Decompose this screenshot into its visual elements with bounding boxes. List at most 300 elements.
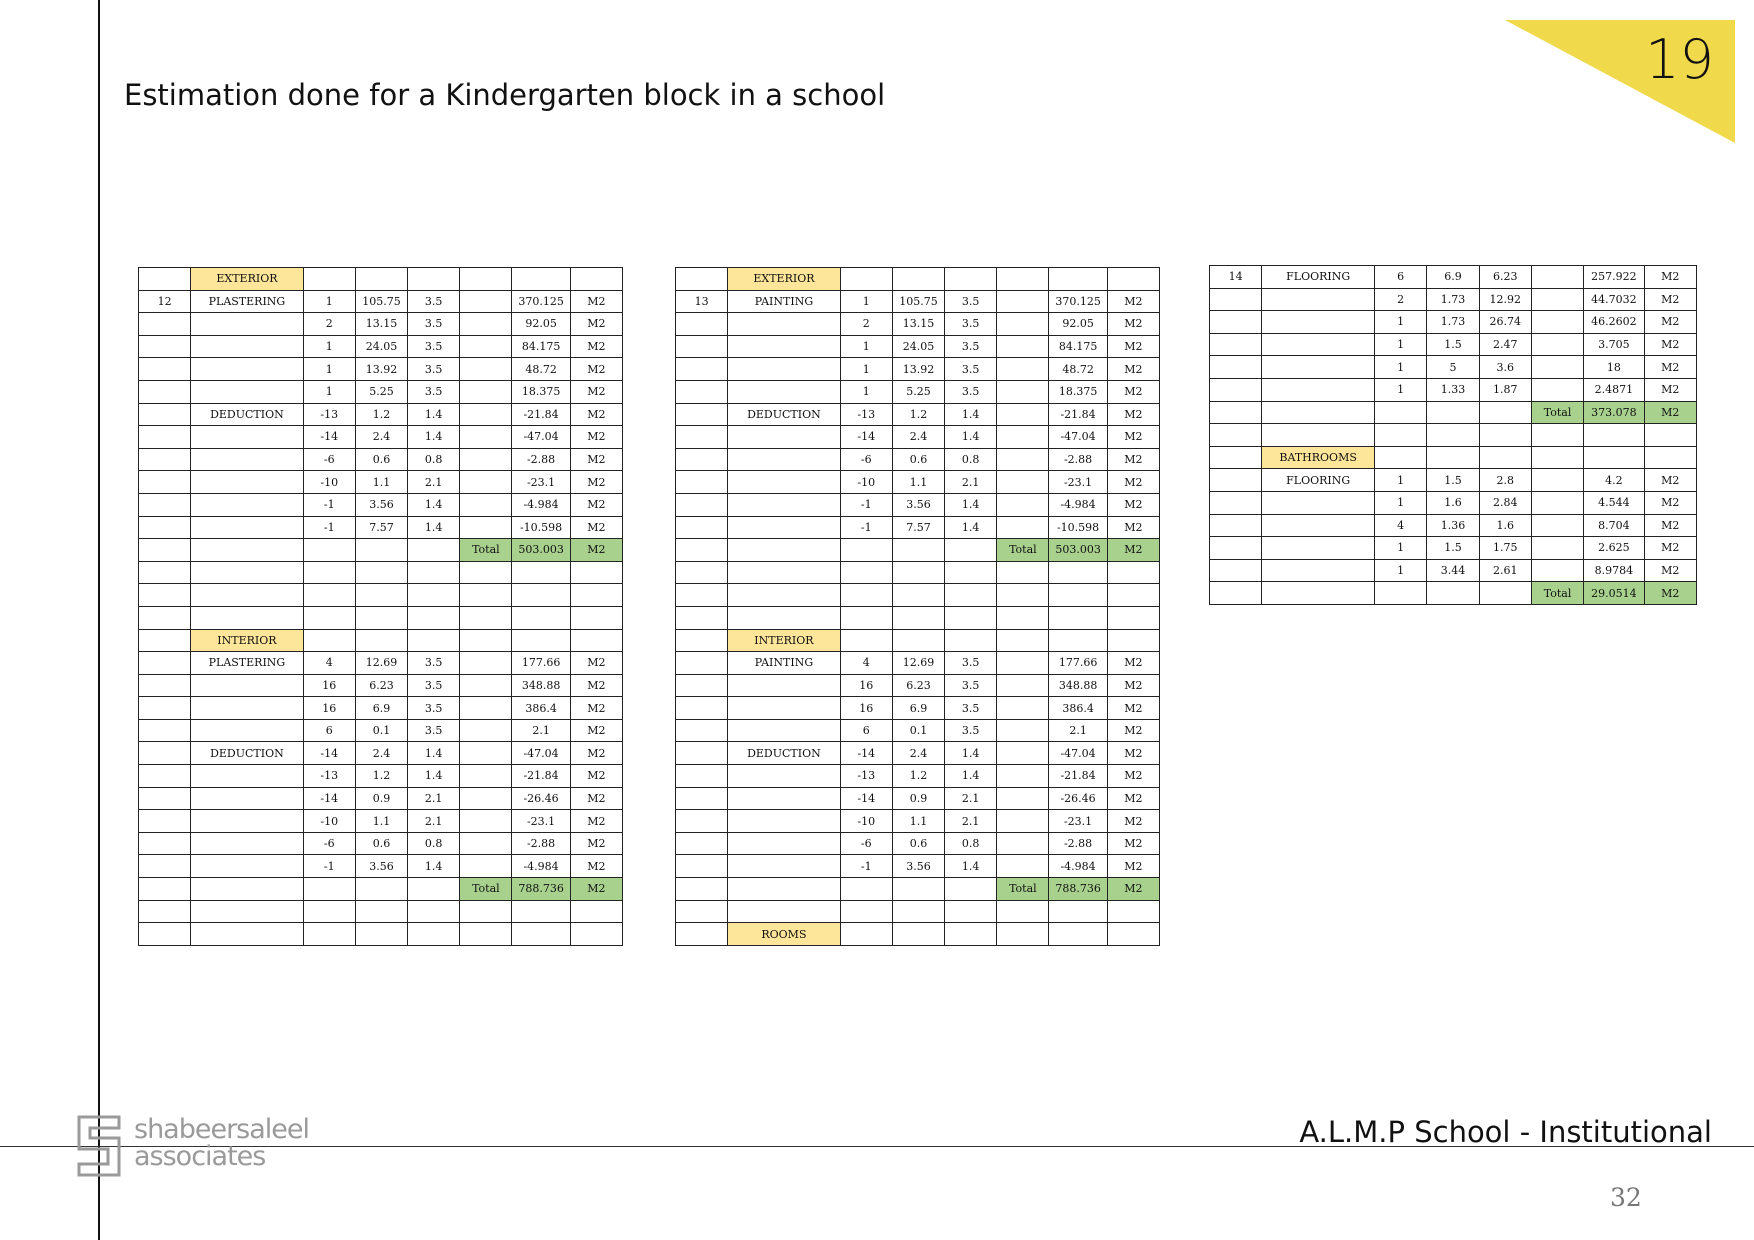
- table-cell: 1: [1375, 356, 1427, 379]
- table-cell: -6: [840, 448, 892, 471]
- table-cell: [460, 403, 512, 426]
- table-cell: [728, 539, 840, 562]
- table-cell: [728, 855, 840, 878]
- table-cell: 1: [1375, 491, 1427, 514]
- table-cell: [676, 878, 728, 901]
- table-cell: PLASTERING: [191, 290, 303, 313]
- table-cell: 1.6: [1479, 514, 1531, 537]
- table-cell: [945, 629, 997, 652]
- table-cell: [997, 584, 1049, 607]
- table-cell: 2.4: [355, 742, 407, 765]
- table-cell: [892, 268, 944, 291]
- table-row: [139, 606, 623, 629]
- table-cell: [997, 787, 1049, 810]
- table-row: [676, 313, 1160, 336]
- table-cell: -2.88: [1049, 832, 1107, 855]
- table-cell: 0.9: [892, 787, 944, 810]
- table-row: [676, 426, 1160, 449]
- table-row: [676, 268, 1160, 291]
- table-cell: -23.1: [512, 810, 570, 833]
- table-cell: [1049, 584, 1107, 607]
- table-cell: 2.1: [945, 810, 997, 833]
- table-cell: [191, 697, 303, 720]
- table-cell: [460, 426, 512, 449]
- table-row: [139, 471, 623, 494]
- table-cell: [892, 878, 944, 901]
- table-cell: 18: [1584, 356, 1644, 379]
- table-cell: [1375, 582, 1427, 605]
- table-cell: [892, 900, 944, 923]
- table-cell: [1531, 469, 1583, 492]
- table-cell: 3.5: [408, 697, 460, 720]
- table-cell: [1107, 561, 1159, 584]
- table-cell: M2: [570, 674, 622, 697]
- table-cell: [1049, 900, 1107, 923]
- table-cell: 1.4: [945, 403, 997, 426]
- table-cell: 3.5: [945, 674, 997, 697]
- table-cell: [460, 855, 512, 878]
- table-cell: [997, 471, 1049, 494]
- table-cell: 24.05: [355, 335, 407, 358]
- table-cell: 2.84: [1479, 491, 1531, 514]
- table-cell: -47.04: [1049, 742, 1107, 765]
- table-cell: -2.88: [512, 832, 570, 855]
- table-cell: [139, 313, 191, 336]
- table-cell: 3.5: [945, 652, 997, 675]
- table-cell: -14: [303, 742, 355, 765]
- table-cell: [676, 426, 728, 449]
- table-cell: [191, 832, 303, 855]
- table-cell: 0.8: [408, 832, 460, 855]
- table-cell: [728, 358, 840, 381]
- table-cell: -2.88: [512, 448, 570, 471]
- table-cell: [570, 900, 622, 923]
- table-cell: [676, 900, 728, 923]
- table-cell: 4: [303, 652, 355, 675]
- table-row: [139, 290, 623, 313]
- table-cell: 2.1: [512, 719, 570, 742]
- table-cell: 1.5: [1427, 333, 1479, 356]
- table-cell: [191, 426, 303, 449]
- table-cell: 1.5: [1427, 537, 1479, 560]
- table-cell: [676, 313, 728, 336]
- table-cell: [1049, 268, 1107, 291]
- table-cell: -13: [303, 765, 355, 788]
- table-cell: [139, 697, 191, 720]
- table-row: [139, 516, 623, 539]
- table-cell: [997, 855, 1049, 878]
- table-cell: M2: [570, 719, 622, 742]
- table-cell: [1210, 514, 1262, 537]
- table-cell: [139, 539, 191, 562]
- table-cell: [303, 268, 355, 291]
- table-cell: [1531, 311, 1583, 334]
- table-cell: 3.5: [408, 290, 460, 313]
- table-cell: M2: [1644, 559, 1696, 582]
- table-cell: [191, 493, 303, 516]
- table-cell: [676, 697, 728, 720]
- table-cell: [191, 810, 303, 833]
- table-cell: [676, 742, 728, 765]
- table-cell: [512, 561, 570, 584]
- table-cell: [676, 268, 728, 291]
- table-cell: M2: [570, 448, 622, 471]
- table-cell: [997, 765, 1049, 788]
- table-cell: 3.5: [945, 313, 997, 336]
- table-row: [676, 403, 1160, 426]
- table-cell: -6: [840, 832, 892, 855]
- table-cell: 6: [840, 719, 892, 742]
- table-cell: DEDUCTION: [191, 403, 303, 426]
- table-cell: 18.375: [512, 380, 570, 403]
- table-row: [676, 606, 1160, 629]
- table-cell: [1262, 401, 1375, 424]
- table-cell: -10.598: [1049, 516, 1107, 539]
- table-cell: PAINTING: [728, 290, 840, 313]
- table-cell: [139, 516, 191, 539]
- table-cell: [191, 561, 303, 584]
- table-cell: [840, 606, 892, 629]
- table-cell: [676, 719, 728, 742]
- table-cell: [840, 629, 892, 652]
- page-number: 32: [1610, 1183, 1642, 1212]
- table-cell: ROOMS: [728, 923, 840, 946]
- table-row: [676, 787, 1160, 810]
- table-cell: 1.73: [1427, 288, 1479, 311]
- table-cell: [1531, 514, 1583, 537]
- table-cell: [139, 358, 191, 381]
- logo-line-2: associates: [134, 1141, 266, 1172]
- table-cell: [139, 855, 191, 878]
- table-cell: 3.56: [892, 855, 944, 878]
- table-cell: [997, 719, 1049, 742]
- table-cell: [728, 516, 840, 539]
- table-cell: [1049, 629, 1107, 652]
- table-cell: [728, 810, 840, 833]
- table-cell: 0.8: [945, 448, 997, 471]
- table-cell: [676, 516, 728, 539]
- table-cell: [460, 900, 512, 923]
- table-cell: [676, 539, 728, 562]
- table-cell: [191, 787, 303, 810]
- table-cell: -21.84: [512, 403, 570, 426]
- table-cell: Total: [1531, 582, 1583, 605]
- table-cell: -26.46: [1049, 787, 1107, 810]
- table-cell: M2: [1107, 335, 1159, 358]
- table-cell: 8.9784: [1584, 559, 1644, 582]
- table-cell: INTERIOR: [191, 629, 303, 652]
- table-row: [139, 787, 623, 810]
- table-cell: [676, 561, 728, 584]
- table-cell: -4.984: [512, 855, 570, 878]
- table-cell: [945, 584, 997, 607]
- table-cell: 6.23: [355, 674, 407, 697]
- table-cell: -2.88: [1049, 448, 1107, 471]
- table-cell: M2: [1107, 403, 1159, 426]
- table-cell: [512, 900, 570, 923]
- table-cell: [676, 471, 728, 494]
- table-cell: -14: [303, 426, 355, 449]
- table-row: [676, 335, 1160, 358]
- table-cell: [1531, 288, 1583, 311]
- table-cell: 6: [303, 719, 355, 742]
- table-cell: [139, 335, 191, 358]
- table-cell: M2: [1644, 266, 1696, 289]
- table-cell: 373.078: [1584, 401, 1644, 424]
- table-cell: [139, 471, 191, 494]
- table-row: [1210, 537, 1697, 560]
- table-cell: [1427, 401, 1479, 424]
- table-cell: 370.125: [512, 290, 570, 313]
- table-cell: 3.56: [355, 855, 407, 878]
- table-cell: 5: [1427, 356, 1479, 379]
- table-cell: M2: [1644, 469, 1696, 492]
- table-cell: [460, 561, 512, 584]
- table-cell: [460, 380, 512, 403]
- table-cell: EXTERIOR: [191, 268, 303, 291]
- table-cell: 1.2: [892, 765, 944, 788]
- table-cell: Total: [460, 878, 512, 901]
- table-cell: 1.1: [892, 471, 944, 494]
- table-cell: [512, 923, 570, 946]
- table-cell: 2.4: [892, 742, 944, 765]
- table-cell: [191, 923, 303, 946]
- table-cell: [139, 878, 191, 901]
- table-cell: 92.05: [1049, 313, 1107, 336]
- table-cell: [840, 584, 892, 607]
- table-cell: [139, 787, 191, 810]
- table-cell: [1262, 356, 1375, 379]
- table-cell: Total: [997, 539, 1049, 562]
- table-cell: [1262, 514, 1375, 537]
- table-cell: [303, 561, 355, 584]
- table-cell: [1262, 333, 1375, 356]
- table-cell: -6: [303, 448, 355, 471]
- table-cell: 4: [840, 652, 892, 675]
- table-cell: [997, 923, 1049, 946]
- table-cell: 1.4: [945, 765, 997, 788]
- table-cell: [355, 900, 407, 923]
- table-cell: -23.1: [512, 471, 570, 494]
- table-row: [1210, 311, 1697, 334]
- table-cell: M2: [1107, 426, 1159, 449]
- table-row: [139, 742, 623, 765]
- table-cell: [997, 268, 1049, 291]
- table-cell: [676, 493, 728, 516]
- table-cell: 1.4: [408, 426, 460, 449]
- table-cell: [892, 606, 944, 629]
- table-cell: 84.175: [1049, 335, 1107, 358]
- table-cell: 16: [840, 674, 892, 697]
- table-cell: [1584, 446, 1644, 469]
- table-cell: M2: [1644, 401, 1696, 424]
- table-row: [676, 742, 1160, 765]
- table-cell: [191, 516, 303, 539]
- table-cell: 7.57: [355, 516, 407, 539]
- table-cell: [139, 923, 191, 946]
- table-cell: [139, 584, 191, 607]
- table-cell: [408, 268, 460, 291]
- table-cell: 1: [1375, 333, 1427, 356]
- table-cell: -23.1: [1049, 471, 1107, 494]
- table-cell: [676, 765, 728, 788]
- table-cell: -10: [840, 810, 892, 833]
- table-cell: 105.75: [892, 290, 944, 313]
- table-cell: 0.6: [892, 448, 944, 471]
- table-cell: [997, 652, 1049, 675]
- table-cell: [1107, 923, 1159, 946]
- table-cell: [997, 403, 1049, 426]
- table-cell: 1.75: [1479, 537, 1531, 560]
- table-cell: -1: [303, 493, 355, 516]
- project-name: A.L.M.P School - Institutional: [1299, 1115, 1712, 1149]
- table-cell: M2: [1644, 333, 1696, 356]
- table-cell: [191, 539, 303, 562]
- table-cell: 2: [303, 313, 355, 336]
- table-row: [676, 629, 1160, 652]
- table-cell: DEDUCTION: [728, 742, 840, 765]
- table-cell: M2: [1107, 855, 1159, 878]
- table-cell: M2: [1107, 539, 1159, 562]
- table-cell: [1210, 288, 1262, 311]
- table-cell: [355, 923, 407, 946]
- table-cell: [945, 539, 997, 562]
- table-cell: 92.05: [512, 313, 570, 336]
- table-cell: M2: [570, 742, 622, 765]
- table-cell: M2: [1644, 514, 1696, 537]
- table-cell: 1.73: [1427, 311, 1479, 334]
- table-cell: [355, 561, 407, 584]
- table-cell: [1375, 401, 1427, 424]
- table-row: [139, 878, 623, 901]
- table-cell: [570, 606, 622, 629]
- table-cell: [997, 674, 1049, 697]
- table-cell: [1210, 491, 1262, 514]
- table-cell: [460, 765, 512, 788]
- table-row: [676, 493, 1160, 516]
- table-cell: [139, 742, 191, 765]
- table-cell: BATHROOMS: [1262, 446, 1375, 469]
- table-row: [1210, 333, 1697, 356]
- table-cell: [1531, 491, 1583, 514]
- table-cell: 1.33: [1427, 378, 1479, 401]
- table-cell: [460, 313, 512, 336]
- table-row: [139, 380, 623, 403]
- table-row: [676, 719, 1160, 742]
- table-cell: [728, 335, 840, 358]
- table-cell: 2.1: [945, 787, 997, 810]
- table-cell: 5.25: [892, 380, 944, 403]
- table-cell: [408, 629, 460, 652]
- table-cell: [460, 674, 512, 697]
- table-cell: M2: [1107, 810, 1159, 833]
- table-cell: 2.4: [355, 426, 407, 449]
- table-cell: 0.6: [355, 448, 407, 471]
- table-cell: M2: [1107, 493, 1159, 516]
- table-cell: [1210, 559, 1262, 582]
- table-cell: M2: [1107, 674, 1159, 697]
- table-cell: 1.4: [408, 493, 460, 516]
- table-row: [139, 810, 623, 833]
- table-cell: 2.1: [408, 471, 460, 494]
- table-cell: [997, 313, 1049, 336]
- table-cell: [570, 584, 622, 607]
- table-cell: [1107, 268, 1159, 291]
- page-title: Estimation done for a Kindergarten block in a school: [124, 78, 886, 112]
- table-cell: [728, 787, 840, 810]
- table-cell: [1210, 424, 1262, 447]
- table-cell: 3.5: [408, 380, 460, 403]
- table-row: [676, 765, 1160, 788]
- table-row: [676, 358, 1160, 381]
- table-cell: [303, 878, 355, 901]
- table-cell: 1.1: [892, 810, 944, 833]
- table-cell: 2.1: [945, 471, 997, 494]
- table-cell: [676, 832, 728, 855]
- table-cell: [997, 380, 1049, 403]
- table-cell: 3.5: [408, 652, 460, 675]
- table-cell: [512, 606, 570, 629]
- table-cell: 6.9: [1427, 266, 1479, 289]
- table-cell: 788.736: [512, 878, 570, 901]
- flooring-estimate-table: [1209, 265, 1697, 605]
- table-cell: M2: [1644, 582, 1696, 605]
- table-cell: -14: [840, 426, 892, 449]
- table-row: [139, 403, 623, 426]
- table-cell: -13: [303, 403, 355, 426]
- table-row: [139, 584, 623, 607]
- table-cell: 3.5: [408, 358, 460, 381]
- table-cell: [408, 606, 460, 629]
- table-cell: [408, 561, 460, 584]
- table-row: [676, 652, 1160, 675]
- table-cell: -26.46: [512, 787, 570, 810]
- table-cell: [512, 629, 570, 652]
- table-row: [1210, 378, 1697, 401]
- table-cell: [191, 606, 303, 629]
- table-cell: 2.47: [1479, 333, 1531, 356]
- table-cell: [139, 765, 191, 788]
- table-cell: 3.5: [408, 335, 460, 358]
- table-cell: [355, 629, 407, 652]
- table-cell: -10.598: [512, 516, 570, 539]
- table-cell: 1: [1375, 469, 1427, 492]
- table-cell: M2: [570, 787, 622, 810]
- table-cell: [728, 380, 840, 403]
- table-cell: [460, 719, 512, 742]
- table-cell: -13: [840, 403, 892, 426]
- table-cell: 2.8: [1479, 469, 1531, 492]
- table-cell: -10: [303, 471, 355, 494]
- table-cell: -47.04: [512, 426, 570, 449]
- table-cell: 1.2: [355, 403, 407, 426]
- table-cell: 1.4: [945, 855, 997, 878]
- table-cell: [997, 426, 1049, 449]
- table-cell: 2.625: [1584, 537, 1644, 560]
- table-cell: M2: [570, 516, 622, 539]
- table-cell: -10: [840, 471, 892, 494]
- table-cell: [840, 268, 892, 291]
- table-cell: -47.04: [1049, 426, 1107, 449]
- table-cell: [840, 878, 892, 901]
- table-cell: [139, 448, 191, 471]
- table-row: [139, 765, 623, 788]
- table-cell: [460, 358, 512, 381]
- table-cell: 13.92: [892, 358, 944, 381]
- table-cell: 348.88: [1049, 674, 1107, 697]
- table-row: [139, 313, 623, 336]
- table-cell: -4.984: [1049, 493, 1107, 516]
